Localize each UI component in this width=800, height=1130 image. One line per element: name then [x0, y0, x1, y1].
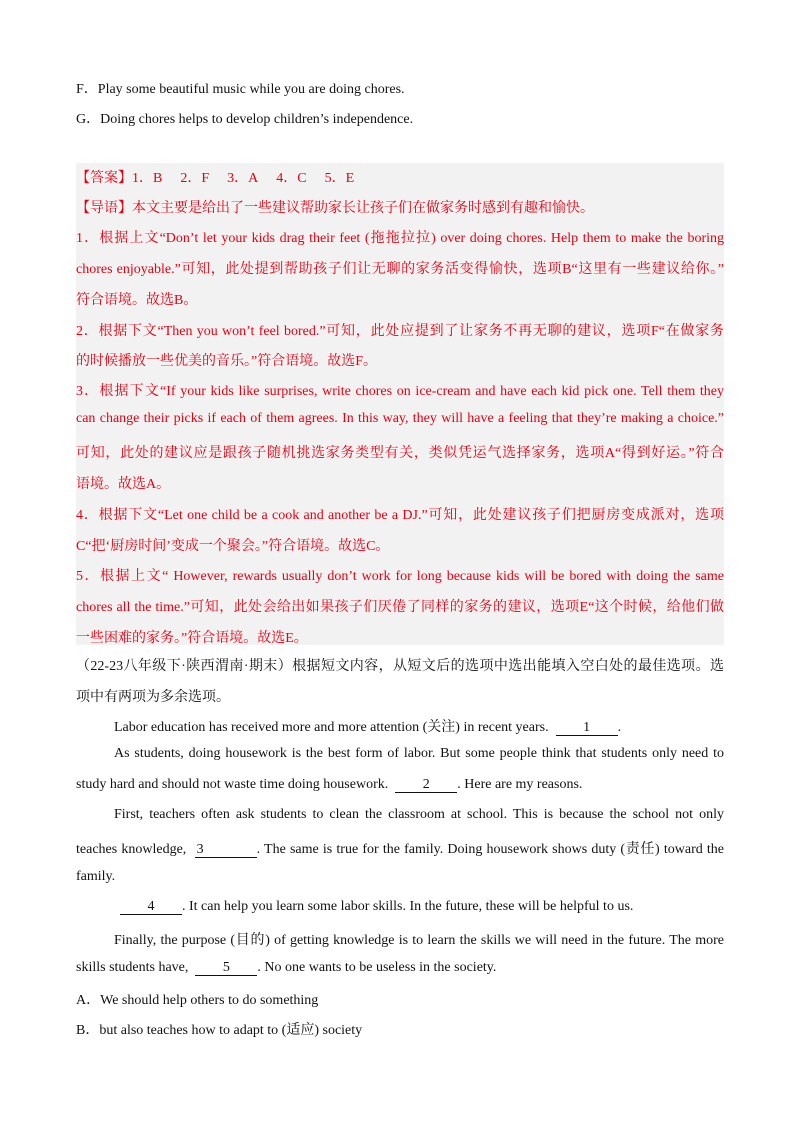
- explanation-line: 5．根据上文“ However, rewards usually don’t work for long because kids will be bored with doing the same: [76, 569, 724, 584]
- blank-4[interactable]: 4: [120, 900, 182, 915]
- blank-5[interactable]: 5: [195, 961, 257, 976]
- explanation-line: 语境。故选A。: [76, 477, 171, 492]
- explanation-line: chores all the time.”可知，此处会给出如果孩子们厌倦了同样的家务的建议，选项E“这个时候，给他们做: [76, 600, 724, 615]
- explanation-line: 4．根据下文“Let one child be a cook and another be a DJ.”可知，此处建议孩子们把厨房变成派对，选项: [76, 508, 724, 523]
- explanation-line: 3．根据下文“If your kids like surprises, write chores on ice-cream and have each kid pick one. Tell them they: [76, 384, 724, 399]
- option-text: but also teaches how to adapt to (适应) society: [99, 1023, 363, 1038]
- option-text: We should help others to do something: [100, 993, 319, 1008]
- passage-paragraph: As students, doing housework is the best form of labor. But some people think that students only need to: [114, 746, 724, 761]
- passage-paragraph: study hard and should not waste time doing housework. 2 . Here are my reasons.: [76, 777, 583, 792]
- option-letter: A．: [76, 993, 101, 1008]
- answer-label: 【答案】: [76, 171, 132, 186]
- blank-1[interactable]: 1: [556, 721, 618, 736]
- option-g: [76, 108, 724, 128]
- option-letter: G．: [76, 112, 101, 127]
- passage-paragraph: family.: [76, 869, 116, 884]
- answer-item: 1．B: [132, 171, 163, 186]
- answer-item: 4．C: [276, 171, 307, 186]
- passage-paragraph: skills students have, 5 . No one wants to be useless in the society.: [76, 960, 497, 975]
- passage-paragraph: Finally, the purpose (目的) of getting knowledge is to learn the skills we will need in the future. The more: [114, 933, 724, 948]
- answer-item: 5．E: [324, 171, 355, 186]
- passage-paragraph: Labor education has received more and more attention (关注) in recent years. 1 .: [114, 720, 622, 735]
- option-b: [76, 1019, 724, 1039]
- passage-paragraph: First, teachers often ask students to clean the classroom at school. This is because the school not only: [114, 807, 724, 822]
- explanation-line: C“把‘厨房时间’变成一个聚会。”符合语境。故选C。: [76, 539, 390, 554]
- option-a: [76, 989, 724, 1009]
- guide-line: [76, 197, 724, 217]
- question-intro: （22-23八年级下·陕西渭南·期末）根据短文内容，从短文后的选项中选出能填入空白处的最佳选项。选: [76, 659, 724, 674]
- explanation-line: 的时候播放一些优美的音乐。”符合语境。故选F。: [76, 354, 377, 369]
- answer-item: 2．F: [180, 171, 210, 186]
- answer-item: 3．A: [227, 171, 259, 186]
- passage-paragraph: teaches knowledge, 3 . The same is true for the family. Doing housework shows duty (责任) toward the: [76, 842, 724, 857]
- blank-3[interactable]: 3: [195, 843, 257, 858]
- explanation-line: 一些困难的家务。”符合语境。故选E。: [76, 631, 308, 646]
- answer-box: [76, 163, 724, 645]
- blank-2[interactable]: 2: [395, 778, 457, 793]
- explanation-line: chores enjoyable.”可知，此处提到帮助孩子们让无聊的家务活变得愉快，选项B“这里有一些建议给你。”: [76, 262, 724, 277]
- explanation-line: 2．根据下文“Then you won’t feel bored.”可知，此处应提到了让家务不再无聊的建议，选项F“在做家务: [76, 324, 724, 339]
- option-f: [76, 78, 724, 98]
- passage-paragraph: 4 . It can help you learn some labor skills. In the future, these will be helpful to us.: [76, 899, 724, 915]
- option-text: Play some beautiful music while you are doing chores.: [97, 82, 405, 97]
- explanation-line: 可知，此处的建议应是跟孩子随机挑选家务类型有关，类似凭运气选择家务，选项A“得到好运。”符合: [76, 446, 724, 461]
- guide-text: 本文主要是给出了一些建议帮助家长让孩子们在做家务时感到有趣和愉快。: [132, 201, 594, 216]
- option-text: Doing chores helps to develop children’s independence.: [100, 112, 414, 127]
- option-letter: F．: [76, 82, 98, 97]
- guide-label: 【导语】: [76, 201, 132, 216]
- question-intro: 项中有两项为多余选项。: [76, 690, 230, 705]
- answer-key-line: [76, 167, 724, 187]
- explanation-line: 1．根据上文“Don’t let your kids drag their feet (拖拖拉拉) over doing chores. Help them to make the boring: [76, 231, 724, 246]
- explanation-line: 符合语境。故选B。: [76, 293, 198, 308]
- explanation-line: can change their picks if each of them agrees. In this way, they will have a feeling that they’re making a choice.”: [76, 411, 724, 426]
- option-letter: B．: [76, 1023, 100, 1038]
